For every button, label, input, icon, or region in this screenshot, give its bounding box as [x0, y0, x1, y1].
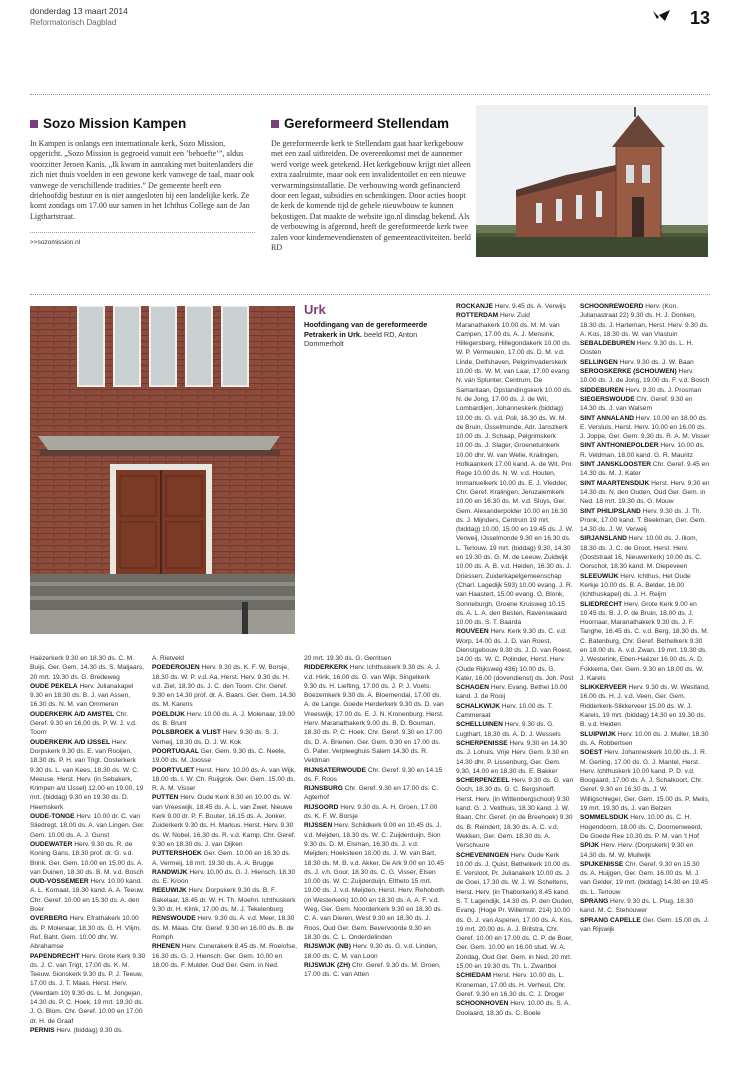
church-listing-entry: [456, 971, 574, 999]
page-header: [30, 6, 710, 46]
square-bullet-icon: [30, 120, 38, 128]
service-details: Ger. Gem. 15.00 ds. J. van Rijswijk: [580, 916, 709, 933]
church-listing-entry: [304, 784, 444, 803]
church-listing-entry: [456, 739, 574, 776]
service-details: Herv. 9.30 ds. J. W. Baan: [617, 358, 694, 366]
church-listing-entry: [304, 961, 444, 980]
service-details: Herv. 9.30 en 14.30 ds. J. Lohuis, Vrije Herv. Gem. 9.30 en 14.30 dhr. P. Lissenburg, Ger. Gem. 9.30, 14.00 en 18.30 ds. E. Bakker: [456, 739, 569, 775]
service-details: Herv. Ichthuskerk 9.30 ds. A. J. v.d. Hirik, 16.00 ds. G. van Wijk. Singelkerk 9.30 ds. H. Liefting, 17.00 ds. J. P. J. Voets. Boezemkerk 9.30 ds. A. Bloemendal, 17.00 ds. A. de Lange. Goede Herderkerk 9.30 ds. D. van Vreeswijk, 17.00 ds. E. J. N. Kronenburg. Herst. Herv. Maranathakerk 9.00 ds. B. D. Bouman, 18.30 ds. P. C. Hoek. Chr. Geref. 9.30 en 17.00 ds. D. A. Brienen. Ger. Gem. 9.30 en 17.00 ds. G. Pater. Verpleeghuis Salem 14.30 ds. R. Veldman: [304, 664, 444, 765]
issue-date: donderdag 13 maart 2014: [30, 6, 128, 16]
church-listing-entry: [30, 952, 146, 1026]
newspaper-name: Reformatorisch Dagblad: [30, 18, 117, 27]
caption-credit: beeld RD, Anton Dommerholt: [304, 329, 418, 349]
church-listing-entry: [580, 479, 710, 507]
service-details: Herv. 10.00 kand. A. L. Kornaat, 18.30 kand. A. A. Teeuw. Chr. Geref. 10.00 en 15.30 ds. A. den Boer: [30, 878, 145, 914]
church-listing-entry: [580, 860, 710, 897]
church-listing-entry: [152, 886, 298, 914]
service-details: Chr. Geref. 9.30 en 17.00 ds. C. Agterhof: [304, 785, 439, 802]
divider: [30, 94, 710, 95]
place-name: RIJSWIJK (ZH): [304, 961, 351, 969]
church-listing-entry: [580, 358, 710, 367]
church-listing-column-3: [304, 654, 444, 1062]
church-listing-entry: [580, 600, 710, 684]
place-name: OUDE-TONGE: [30, 813, 75, 821]
service-details: Herv. 10.00 ds. T. Cammeraat: [456, 702, 553, 720]
church-listing-entry: [304, 654, 444, 663]
place-name: SEBALDEBUREN: [580, 340, 635, 348]
place-name: RIJSOORD: [304, 803, 339, 811]
church-listing-entry: [30, 812, 146, 840]
place-name: OUDE PEKELA: [30, 682, 78, 690]
service-details: Ger. Gem. 9.30 ds. C. Neele, 19.00 ds. M. Joosse: [152, 747, 286, 765]
church-listing-entry: [152, 914, 298, 942]
service-details: Herv. Grote Kerk 9.30 ds. J. C. van Trigt, 17.00 ds. K. M. Teeuw. Sionskerk 9.30 ds. P. J. Teeuw, 17.00 ds. J. T. Maas. Herst. Herv. (Veerdam 10) 9.30 ds. L. M. Jongejan, 14.30 ds. P. C. Hoek, 19 mrt. 19.30 ds. J. G. Blom. Chr. Geref. 10.00 en 17.00 dr. H. de Graaf: [30, 952, 146, 1025]
place-name: RHENEN: [152, 943, 180, 951]
church-listing-entry: [30, 710, 146, 738]
place-name: SIEGERSWOUDE: [580, 395, 635, 403]
service-details: Herv. Oude Kerk 10.00 ds. J. Quist, Bethelkerk 10.00 ds. E. Versloot, Pr. Julianakerk 10.00 ds. J. de Goei, 17.30 ds. W. J. W. Scheltens, Herst. Herv. (in Thaborkerk) 8.45 kand. S. T. Lagendijk, 14.30 ds. P. den Ouden, Evang. (Hoge Pr. Willemstr. 214) 10.00 ds. G. J. van Asperen, 17.00 ds. A. Kos, 19 mrt. 20.00 ds. A. J. Britstra, Chr. Geref. 10.00 en 17.00 ds. C. P. de Boer, Ger. Gem. 10.00 en 16.00 stud. W. A. Zondag, Oud Ger. Gem. in Ned. 20 mrt. 15.00 en 19.30 ds. Th. L. Zwartbol: [456, 851, 574, 971]
article-body: In Kampen is onlangs een internationale kerk, Sozo Mission, opgericht. „Sozo Mission is gegroeid vanuit een ’behoefte’”, aldus voorzitter Jeroen Kanis. „Ik kwam in aanraking met buitenlanders die zich niet thuis voelden in een gewone kerk vanwege de taal, maar ook vanwege de verschillende tradities.” De gemeente heeft een driehoofdig bestuur en is niet aangesloten bij een landelijke kerk. Ze komt zondags om 17.00 uur samen in het Ichthus College aan de Jan Ligthartstraat.: [30, 139, 255, 221]
place-name: POORTVLIET: [152, 766, 195, 774]
place-name: ROTTERDAM: [456, 312, 499, 320]
place-name: SINT ANTHONIEPOLDER: [580, 442, 659, 450]
service-details: Herv. 9.30 ds. G. Lugthart, 18.30 ds. A. D. J. Wessels: [456, 721, 561, 738]
service-details: Herv. Johanneskerk 10.00 ds. J. R. M. Gerling, 17.00 ds. G. J. Mantel, Herst. Herv. Ichthuskerk 10.00 kand. P. D. v.d. Boogaard, 17.00 ds. A. J. Schalkoort, Chr. Geref. 9.30 en 16.30 ds. J. W. Willigschleger, Ger. Gem. 15.00 ds. P. Melis, 19 mrt. 19.30 ds. J. van Belzen: [580, 749, 710, 813]
page-number: 13: [689, 8, 710, 28]
service-details: Herv. 10.00 ds. C. H. Hogendoorn, 18.00 ds. C. Doornenweerd, De Goede Ree 10.30 ds. P. M. van ’t Hof: [580, 814, 703, 840]
service-details: Herst. Herv. 10.00 ds. L. Kroneman, 17.00 ds. H. Verheul, Chr. Geref. 9.30 en 16.30 ds. C. J. Droger: [456, 972, 566, 998]
church-listing-entry: [456, 311, 574, 627]
place-name: SIDDEBUREN: [580, 386, 624, 394]
church-listing-entry: [456, 776, 574, 850]
caption-title: Urk: [304, 302, 326, 317]
place-name: RIDDERKERK: [304, 664, 348, 672]
arrow-x-logo-icon: [650, 8, 672, 30]
service-details: Herv. 9.30 ds. J. Th. Pronk, 17.00 kand. T. Beekman, Ger. Gem. 14.30 ds. J. W. Verweij: [580, 507, 706, 534]
church-listing-entry: [152, 793, 298, 849]
place-name: SIRJANSLAND: [580, 535, 627, 543]
place-name: POEDEROIJEN: [152, 664, 200, 672]
service-details: 20 mrt. 19.30 ds. G. Gerritsen: [304, 655, 392, 662]
service-details: Chr. Geref. 9.30 en 16.00 ds. P. W. J. v.d. Toorn: [30, 710, 137, 737]
church-listing-entry: [152, 710, 298, 729]
place-name: SCHOONREWOERD: [580, 303, 644, 310]
article-title: Sozo Mission Kampen: [30, 116, 255, 131]
place-name: POELDIJK: [152, 710, 185, 718]
place-name: SCHIEDAM: [456, 972, 492, 980]
article-body: De gereformeerde kerk te Stellendam gaat haar kerkgebouw met een zaal uitbreiden. De overeenkomst met de aannemer werd vorige week getekend. Het kerkgebouw krijgt niet alleen extra zaalruimte, maar ook een invalidentoilet en een nieuwe verwarmingsinstallatie. De verbouwing wordt gefinancierd door een legaat, subsidies en schenkingen. Door acties hoopt de kerk de komende tijd de gehele nieuwbouw te kunnen bekostigen. Dat maakte de website igo.nl dinsdag bekend. Als de verbouwing is afgerond, heeft de gereformeerde kerk twee zalen voor kindernevendiensten of gemeenteactiviteiten. beeld RD: [271, 139, 471, 253]
church-listing-entry: [580, 460, 710, 479]
service-details: Herv. 9.30 ds. A. H. Groen, 17.00 ds. K. F. W. Borsje: [304, 803, 438, 821]
church-listing-column-1: [30, 654, 146, 1062]
place-name: OUDERKERK A/D AMSTEL: [30, 710, 115, 718]
place-name: OUD-VOSSEMEER: [30, 878, 89, 886]
place-name: SLIKKERVEER: [580, 684, 627, 692]
service-details: Chr. Geref. 9.30 en 14.30 ds. J. van Walsem: [580, 395, 693, 413]
service-details: Herv. 9.30 ds. G. v.d. Linden, 18.00 ds. C. M. van Loon: [304, 943, 438, 960]
service-details: Herv. 9.30 ds. R. de Koning Gans, 18.30 prof. dr. G. v.d. Brink. Ger. Gem. 10.00 en 15.00 ds. A. van Duinen, 18.30 ds. B. M. v.d. Bosch: [30, 840, 144, 876]
place-name: SCHAGEN: [456, 684, 489, 692]
place-name: ROUVEEN: [456, 628, 489, 636]
place-name: RIJNSBURG: [304, 785, 343, 793]
service-details: Herst. Herv. 9.30 en 14.30 ds. N. den Ouden, Oud Ger. Gem. in Ned. 18 mrt. 19.30 ds. G. Mouw: [580, 479, 710, 506]
urk-church-entrance-photo: [30, 306, 295, 634]
church-listing-entry: [580, 441, 710, 460]
church-listing-entry: [30, 914, 146, 951]
church-listing-entry: [580, 748, 710, 813]
service-details: A. Rietveld: [152, 655, 184, 662]
service-details: Herv. Dorpskerk 9.30 ds. B. F. Bakelaar, 18.45 dr. W. H. Th. Moehn. Ichthuskerk 9.30 dr. H. Klink, 17.00 ds. M. J. Tekelenburg: [152, 887, 296, 914]
service-details: Herv. 10.00 ds. J. de Jong, 19.00 ds. F. v.d. Bosch: [580, 368, 710, 385]
place-name: SCHOONHOVEN: [456, 1000, 509, 1008]
place-name: RANDWIJK: [152, 868, 188, 876]
service-details: Herv. Ichthus, Het Oude Kerkje 10.00 ds. B. A. Belder, 16.00 (Ichthuskapel) ds. J. H. Reijm: [580, 572, 691, 599]
service-details: Chr. Geref. 9.30 en 14.15 ds. F. Roos: [304, 766, 443, 783]
service-details: Chr. Geref. 9.45 en 14.30 ds. M. J. Kater: [580, 461, 709, 478]
church-listing-entry: [580, 367, 710, 386]
church-listing-entry: [152, 728, 298, 747]
service-details: Herv. 10.00 ds. J. Illom, 18.30 ds. J. C. de Groot, Herst. Herv. (Ooststraat 16, Nieuwerkerk) 10.00 ds. C. Oorschot, 18.30 kand. M. Diepeveen: [580, 535, 702, 571]
church-listing-entry: [30, 840, 146, 877]
square-bullet-icon: [271, 120, 279, 128]
service-details: Herv. 10.00 ds. S. A. Doolaard, 18.30 ds. C. Boele: [456, 1000, 571, 1017]
church-listing-entry: [304, 663, 444, 765]
church-listing-column-5: [580, 302, 710, 1062]
place-name: POORTUGAAL: [152, 747, 199, 755]
place-name: SPRANG CAPELLE: [580, 916, 641, 924]
church-listing-entry: [30, 738, 146, 812]
church-listing-entry: [580, 507, 710, 535]
church-listing-entry: [456, 851, 574, 972]
place-name: OUDERKERK A/D IJSSEL: [30, 738, 110, 746]
church-listing-entry: [152, 663, 298, 709]
article-title: Gereformeerd Stellendam: [271, 116, 471, 131]
church-listing-entry: [30, 877, 146, 914]
service-details: Herv. 10.00 ds. J. Muller, 18.30 ds. A. Robbertsen: [580, 730, 709, 747]
place-name: SINT ANNALAND: [580, 414, 634, 422]
place-name: SPRANG: [580, 898, 609, 905]
service-details: Herv. 9.30 ds. L. H. Oosten: [580, 340, 694, 357]
website-link[interactable]: >>sozomission.nl: [30, 232, 255, 246]
service-details: Herv. 10.00 ds. G. J. Hiensch, 18.30 ds. E. Kroon: [152, 868, 296, 886]
service-details: Herv. Cunerakerk 8.45 ds. M. Roelofse, 16.30 ds. G. J. Hiensch. Ger. Gem. 10.00 en 18.00 ds. F. Mulder. Oud Ger. Gem. in Ned.: [152, 943, 297, 969]
place-name: SLEEUWIJK: [580, 572, 619, 580]
service-details: Herv. Efrathakerk 10.00 ds. P. Molenaar, 18.30 ds. G. H. Vlijm, Ref. Baht. Gem. 10.00 dhr. W. Abrahamse: [30, 915, 141, 951]
place-name: SEROOSKERKE (SCHOUWEN): [580, 368, 677, 376]
service-details: Herv. Julianakapel 9.30 en 18.30 ds. B. J. van Assen, 16.30 ds. N. M. van Ommeren: [30, 682, 134, 709]
service-details: Herv. 9.30 ds. K. F. W. Borsje, 18.30 ds. W. P. v.d. Aa. Herst. Herv. 9.30 ds. H. v.d. Ziel, 18.30 ds. J. C. den Toom. Chr. Geref. 9.30 en 14.30 prof. dr. A. Baars. Ger. Gem. 14.30 ds. M. Karens: [152, 664, 296, 709]
service-details: Herv. Herv. (Dorpskerk) 9.30 en 14.30 ds. M. W. Muilwijk: [580, 842, 694, 859]
service-details: Herv. 9.30 ds. A. v.d. Meer, 18.30 ds. M. Maas. Chr. Geref. 9.30 en 16.00 ds. B. de Romph: [152, 915, 295, 941]
place-name: SOMMELSDIJK: [580, 814, 629, 822]
place-name: PUTTEN: [152, 794, 179, 802]
church-listing-entry: [456, 683, 574, 702]
church-listing-entry: [30, 654, 146, 682]
caption-text: [304, 320, 444, 349]
place-name: PERNIS: [30, 1026, 55, 1034]
church-listing-entry: [456, 702, 574, 721]
church-listing-entry: [304, 942, 444, 961]
church-listing-entry: [580, 395, 710, 414]
service-details: Herv. 10.00 dr. C. van Sliedregt, 18.00 ds. A. van Lingen. Ger. Gem. 10.00 ds. A. J. Gunst: [30, 813, 145, 839]
service-details: Chr. Geref. 9.30 ds. M. Groen, 17.00 ds. C. van Atten: [304, 961, 441, 979]
church-photo: [476, 105, 708, 257]
photo-caption: [304, 302, 444, 349]
service-details: Herv. 9.30 ds. G. van Goch, 18.30 ds. G. C. Bergshoeff. Herst. Herv. (in Wittenbergschool) 9.30 kand. G. J. Veldhuis, 18.30 kand. J. W. Baan, Chr. Geref. (in de Breehoek) 9.30 ds. B. Reindert, 18.30 ds. A. C. v.d. Wekken, Ger. Gem. 18.30 ds. A. Verschuure: [456, 777, 574, 850]
service-details: Haëzerkerk 9.30 en 18.30 ds. C. M. Buijs. Ger. Gem. 14.30 ds. S. Maljaars, 20 mrt. 19.30 ds. G. Bredeweg: [30, 655, 144, 681]
article-sozo-mission: [30, 116, 255, 246]
service-details: Herv. 10.00 en 18.00 ds. E. Versluis, Herst. Herv. 10.00 en 16.00 ds. J. Joppe, Ger. Gem. 9.30 ds. R. A. M. Visser: [580, 414, 710, 441]
place-name: OVERBERG: [30, 915, 68, 923]
place-name: SCHERPENZEEL: [456, 777, 510, 785]
article-gereformeerd-stellendam: [271, 116, 471, 253]
service-details: Herv. Dorpskerk 9.30 ds. E. van Rooijen, 18.30 ds. P. H. van Trigt. Oosterkerk 9.30 ds. L. van Kees, 18.30 ds. W. C. Meeuse. Herst. Herv. (in Sebakerk, Krimpen a/d IJssel) 12.00 en 19.00, 19 mrt. (biddag) 9.30 en 19.30 ds. D. Heemskerk: [30, 738, 144, 811]
church-listing-entry: [152, 654, 298, 663]
church-listing-entry: [304, 766, 444, 785]
service-details: Herv. (Kon. Julianastraat 22) 9.30 ds. H. J. Donken, 18.30 ds. J. Harteman, Herst. Herv. 9.30 ds. A. Kos, 18.30 ds. W. van Vlastuin: [580, 303, 709, 338]
church-listing-entry: [580, 841, 710, 860]
service-details: Herv. Evang. Bethel 10.00 kand. J. de Rooij: [456, 684, 568, 701]
place-name: SLIEDRECHT: [580, 600, 623, 608]
church-listing-entry: [304, 803, 444, 822]
church-listing-entry: [456, 627, 574, 683]
church-listing-entry: [580, 534, 710, 571]
church-listing-entry: [30, 1026, 146, 1035]
place-name: SCHALKWIJK: [456, 702, 500, 710]
caption-bold: Hoofdingang van de gereformeerde Petrakerk in Urk.: [304, 320, 428, 339]
church-listing-entry: [152, 868, 298, 887]
place-name: SCHEVENINGEN: [456, 851, 509, 859]
place-name: OUDEWATER: [30, 840, 73, 848]
divider: [30, 294, 710, 295]
place-name: POLSBROEK & VLIST: [152, 729, 221, 737]
place-name: SPIJK: [580, 842, 600, 850]
church-listing-entry: [580, 916, 710, 935]
service-details: Herv. 9.30 ds. W. Westland, 16.00 ds. H. J. v.d. Veen, Ger. Gem. Ridderkerk-Slikkerveer 15.00 ds. W. J. Karels, 19 mrt. (biddag) 14.30 en 19.30 ds. B. v.d. Heiden: [580, 684, 710, 729]
church-listing-entry: [580, 339, 710, 358]
service-details: Herv. 10.00 ds. R. Veldman, 18.00 kand. G. R. Mauritz: [580, 442, 705, 459]
place-name: SPIJKENISSE: [580, 860, 624, 868]
place-name: SINT MAARTENSDIJK: [580, 479, 650, 487]
church-listing-entry: [304, 821, 444, 942]
place-name: SOEST: [580, 749, 603, 757]
place-name: RIJNSATERWOUDE: [304, 766, 367, 774]
service-details: Herv. Grote Kerk 9.00 en 10.45 ds. B. J. P. de Bruin, 18.00 ds. J. Hoornaar, Maranathakerk 9.30 ds. J. F. Tanghe, 16.45 ds. C. v.d. Berg, 18.30 ds. M. C. Batenburg, Chr. Geref. Bethelkerk 9.30 en 18.00 ds. A. v.d. Zwan, 19 mrt. 19.30 ds. J. Westerink, Eben-Haëzer 16.00 ds. A. D. Fokkema, Ger. Gem. 9.30 en 18.00 ds. W. J. Karels: [580, 600, 709, 682]
place-name: SINT PHILIPSLAND: [580, 507, 641, 515]
place-name: PUTTERSHOEK: [152, 850, 202, 858]
church-listing-entry: [580, 897, 710, 916]
church-listing-entry: [152, 766, 298, 794]
place-name: RIJSWIJK (NB): [304, 943, 351, 951]
service-details: Herst. Herv. 10.00 ds. A. van Wijk, 18.00 ds. I. W. Ch. Ruijgrok. Ger. Gem. 15.00 ds. R. A. M. Visser: [152, 766, 296, 793]
place-name: RENSWOUDE: [152, 915, 196, 923]
place-name: ROCKANJE: [456, 303, 494, 310]
church-listing-entry: [580, 302, 710, 339]
service-details: Herv. Zuid Maranathakerk 10.00 ds. M. M. van Campen, 17.00 ds. A. J. Mensink, Hillegersberg, Hillegondakerk 10.00 ds. W. P. Vermeulen, 17.00 ds. D. M. v.d. Linde, Delfshaven, Pelgrimvaderskerk 10.00 ds. W. M. van Laar, 17.00 evang. N. van Splunter, Centrum, De Samaritaan, Opstandingskerk 10.00 ds. N. de Jong, 17.00 ds. J. de Wit, Lombardijen, Johanneskerk (biddag) 10.00 ds. G. v.d. Poll, 16.30 ds. W. M. de Bruin, IJsselmonde, Adr. Janszkerk 10.00 ds. J. Schaap, Pelgrimskerk 10.00 ds. J. Slager, Groenetuinkerk 10.00 dhr. W. van Welie, Kralingen, Hofkaankerk 17.00 kand. A. de Wit, Pro Rege 10.00 ds. N. W. v.d. Houten, Immanuelkerk 10.00 ds. E. J. Vledder, Chr. Geref. Kralingen, Jeruzalemkerk 10.00 en 16.30 ds. M. v.d. Sluys, Ger. Gem. Alexanderpolder 10.00 en 16.30 ds. J. Mijnders, Centrum 19 mrt. (biddag) 10.00, 15.00 en 19.45 ds. J. W. Verweij, IJsselmonde 9.30 en 16.30 ds. L. Terlouw, 19 mrt. (biddag) 9.30, 14.30 en 19.30 ds. G. M. de Leeuw, Zuidwijk 10.00 ds. A. B. v.d. Heiden, 16.30 ds. J. Driessen, Zuiderkapelgemeenschap (Charl. Lagedijk 593) 10.00 evang. J. R. van Haastert, 15.00 evang. G. Blonk, Sonneburgh, Groene Kruisweg 10.15 ds. A. L. A. den Besten, Ravenswaard 10.00 ds. S. T. Baarda: [456, 312, 574, 627]
service-details: Herv. 9.30 ds. S. J. Verheij, 18.30 ds. D. J. W. Kok: [152, 729, 279, 746]
service-details: Herv. 9.30 ds. J. Prosman: [623, 386, 702, 394]
service-details: Herv. Oude Kerk 8.30 en 10.00 ds. W. van Vreeswijk, 18.45 ds. A. L. van Zwet. Nieuwe Kerk 9.00 dr. P. F. Bouter, 16.15 ds. A. Jonker. Zuiderkerk 9.30 ds. H. Markus. Herst. Herv. 9.30 ds. W. Nobel, 16.30 ds. R. v.d. Kamp. Chr. Geref. 9.30 en 18.30 ds. J. van Dijken: [152, 794, 296, 848]
service-details: Herv. Kerk 9.30 ds. C. v.d. Worp, 14.00 ds. J. D. van Roest, Dienstgebouw 9.30 ds. J. D. van Roest, 14.00 ds. W. C. Polinder, Herst. Herv. (Oude Rijksweg 436) 10.00 ds. G. Kater, 16.00 (dovendienst) ds. Joh. Post: [456, 628, 574, 682]
place-name: SCHELLUINEN: [456, 721, 503, 729]
service-details: Herv. Schildkerk 9.00 en 10.45 ds. J. v.d. Meijden, 18.30 ds. W. C. Zuijderduijn, Sion 9.30 ds. D. M. Elsman, 16.30 ds. J. v.d. Meijden, Hoeksteen 10.00 ds. J. W. van Bart, 18.30 ds. M. B. v.d. Akker, De Ark 9.00 en 10.45 ds. J. v.h. Goor, 18.30 ds. C. G. Visser, Elsen 10.00 ds. W. C. Zuijderduijn, Eltheto 15 mrt. 19.00 ds. J. v.d. Meijden, Herst. Herv. Rehoboth (in Westerkerk) 10.00 en 18.30 ds. A. A. F. v.d. Weg, Ger. Gem. Noorderkerk 9.30 en 18.30 ds. C. A. van Dieren, West 9.30 en 18.30 ds. J. Roos, Oud Ger. Gem. Bevervoorde 9.30 en 18.30 ds. C. L. Onderdelinden: [304, 822, 444, 941]
church-listing-entry: [580, 572, 710, 600]
place-name: REEUWIJK: [152, 887, 187, 895]
church-listing-entry: [580, 414, 710, 442]
church-listing-entry: [456, 302, 574, 311]
church-listing-column-4: [456, 302, 574, 1062]
church-listing-entry: [580, 813, 710, 841]
place-name: SINT JANSKLOOSTER: [580, 461, 652, 469]
church-listing-entry: [152, 942, 298, 970]
service-details: Chr. Geref. 9.30 en 15.30 ds. A. Huijgen, Ger. Gem. 16.00 ds. M. J. van Gelder, 19 mrt. (biddag) 14.30 en 19.45 ds. L. Terlouw: [580, 860, 708, 896]
place-name: RIJSSEN: [304, 822, 333, 830]
church-listing-entry: [456, 720, 574, 739]
service-details: Herv. (biddag) 9.30 ds.: [54, 1026, 123, 1034]
place-name: PAPENDRECHT: [30, 952, 80, 960]
church-listing-column-2: [152, 654, 298, 1062]
church-listing-entry: [152, 849, 298, 868]
church-listing-entry: [580, 386, 710, 395]
church-listing-entry: [456, 999, 574, 1018]
service-details: Ger. Gem. 10.00 en 16.30 ds. A. Vermeij, 18 mrt. 19.30 ds. A. A. Brugge: [152, 850, 291, 867]
service-details: Herv. 9.45 ds. A. Verwijs: [493, 303, 566, 310]
place-name: SCHERPENISSE: [456, 739, 508, 747]
place-name: SLUIPWIJK: [580, 730, 616, 738]
service-details: Herv. 9.30 ds. L. Plug, 18.30 kand. M. C. Stehouwer: [580, 898, 694, 915]
church-listing-entry: [580, 730, 710, 749]
church-listing-entry: [580, 683, 710, 729]
church-listing-entry: [30, 682, 146, 710]
place-name: SELLINGEN: [580, 358, 618, 366]
service-details: Herv. 10.00 ds. A. J. Molenaar, 19.00 ds. B. Brunt: [152, 710, 295, 728]
church-listing-entry: [152, 747, 298, 766]
